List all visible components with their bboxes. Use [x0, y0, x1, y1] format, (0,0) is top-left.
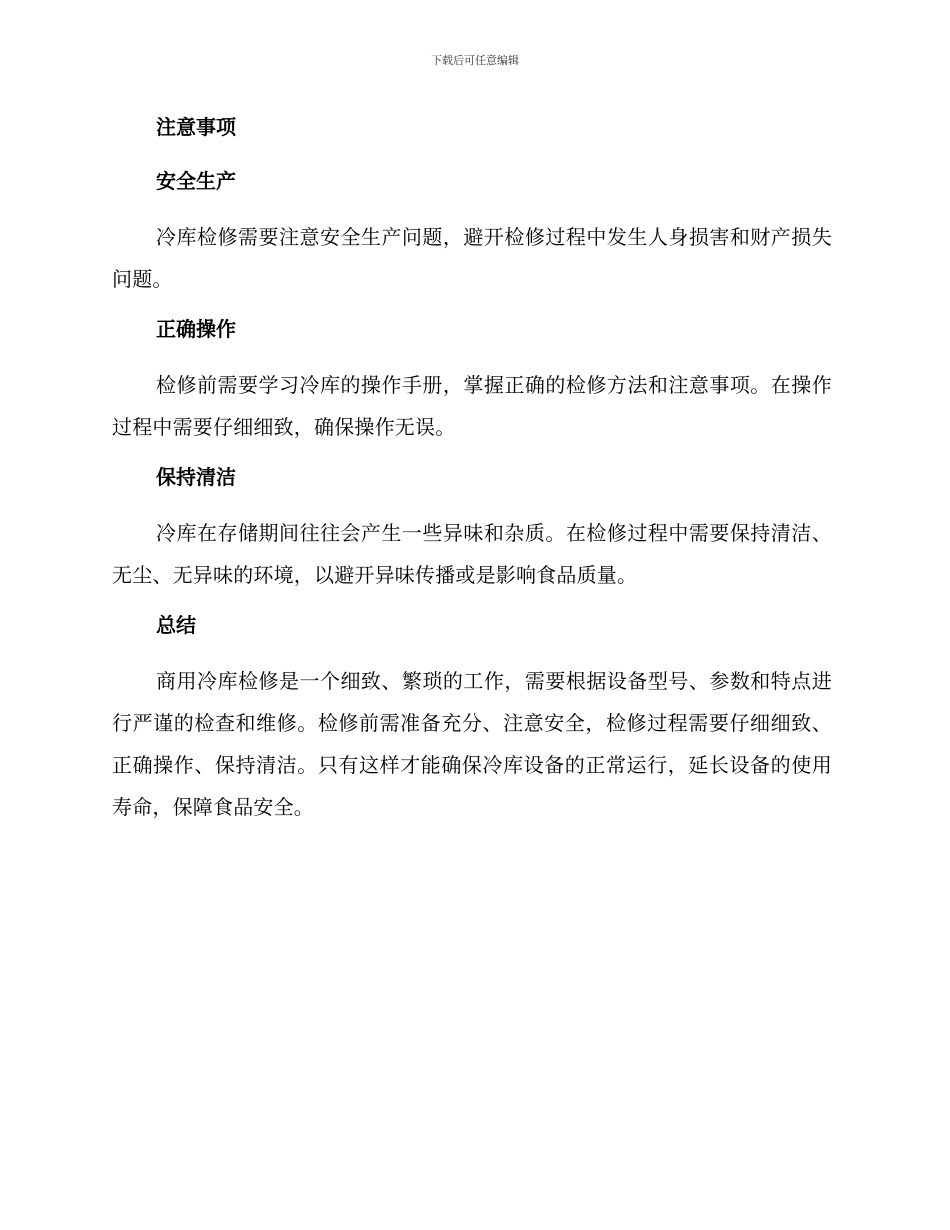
paragraph-correct-operation: 检修前需要学习冷库的操作手册，掌握正确的检修方法和注意事项。在操作过程中需要仔细细致，确保操作无误。 [112, 373, 832, 439]
page-header: 下载后可任意编辑 [431, 54, 519, 67]
section-heading-safety: 安全生产 [156, 169, 236, 193]
document-body [112, 108, 832, 838]
paragraph-cleanliness: 冷库在存储期间往往会产生一些异味和杂质。在检修过程中需要保持清洁、无尘、无异味的环境，以避开异味传播或是影响食品质量。 [112, 521, 832, 587]
paragraph-summary: 商用冷库检修是一个细致、繁琐的工作，需要根据设备型号、参数和特点进行严谨的检查和维修。检修前需准备充分、注意安全，检修过程需要仔细细致、正确操作、保持清洁。只有这样才能确保冷库设备的正常运行，延长设备的使用寿命，保障食品安全。 [112, 669, 832, 819]
section-heading-cleanliness: 保持清洁 [156, 465, 236, 489]
paragraph-safety: 冷库检修需要注意安全生产问题，避开检修过程中发生人身损害和财产损失问题。 [112, 225, 832, 291]
section-heading-summary: 总结 [156, 613, 196, 637]
section-heading-precautions: 注意事项 [156, 115, 236, 139]
section-heading-correct-operation: 正确操作 [156, 317, 236, 341]
